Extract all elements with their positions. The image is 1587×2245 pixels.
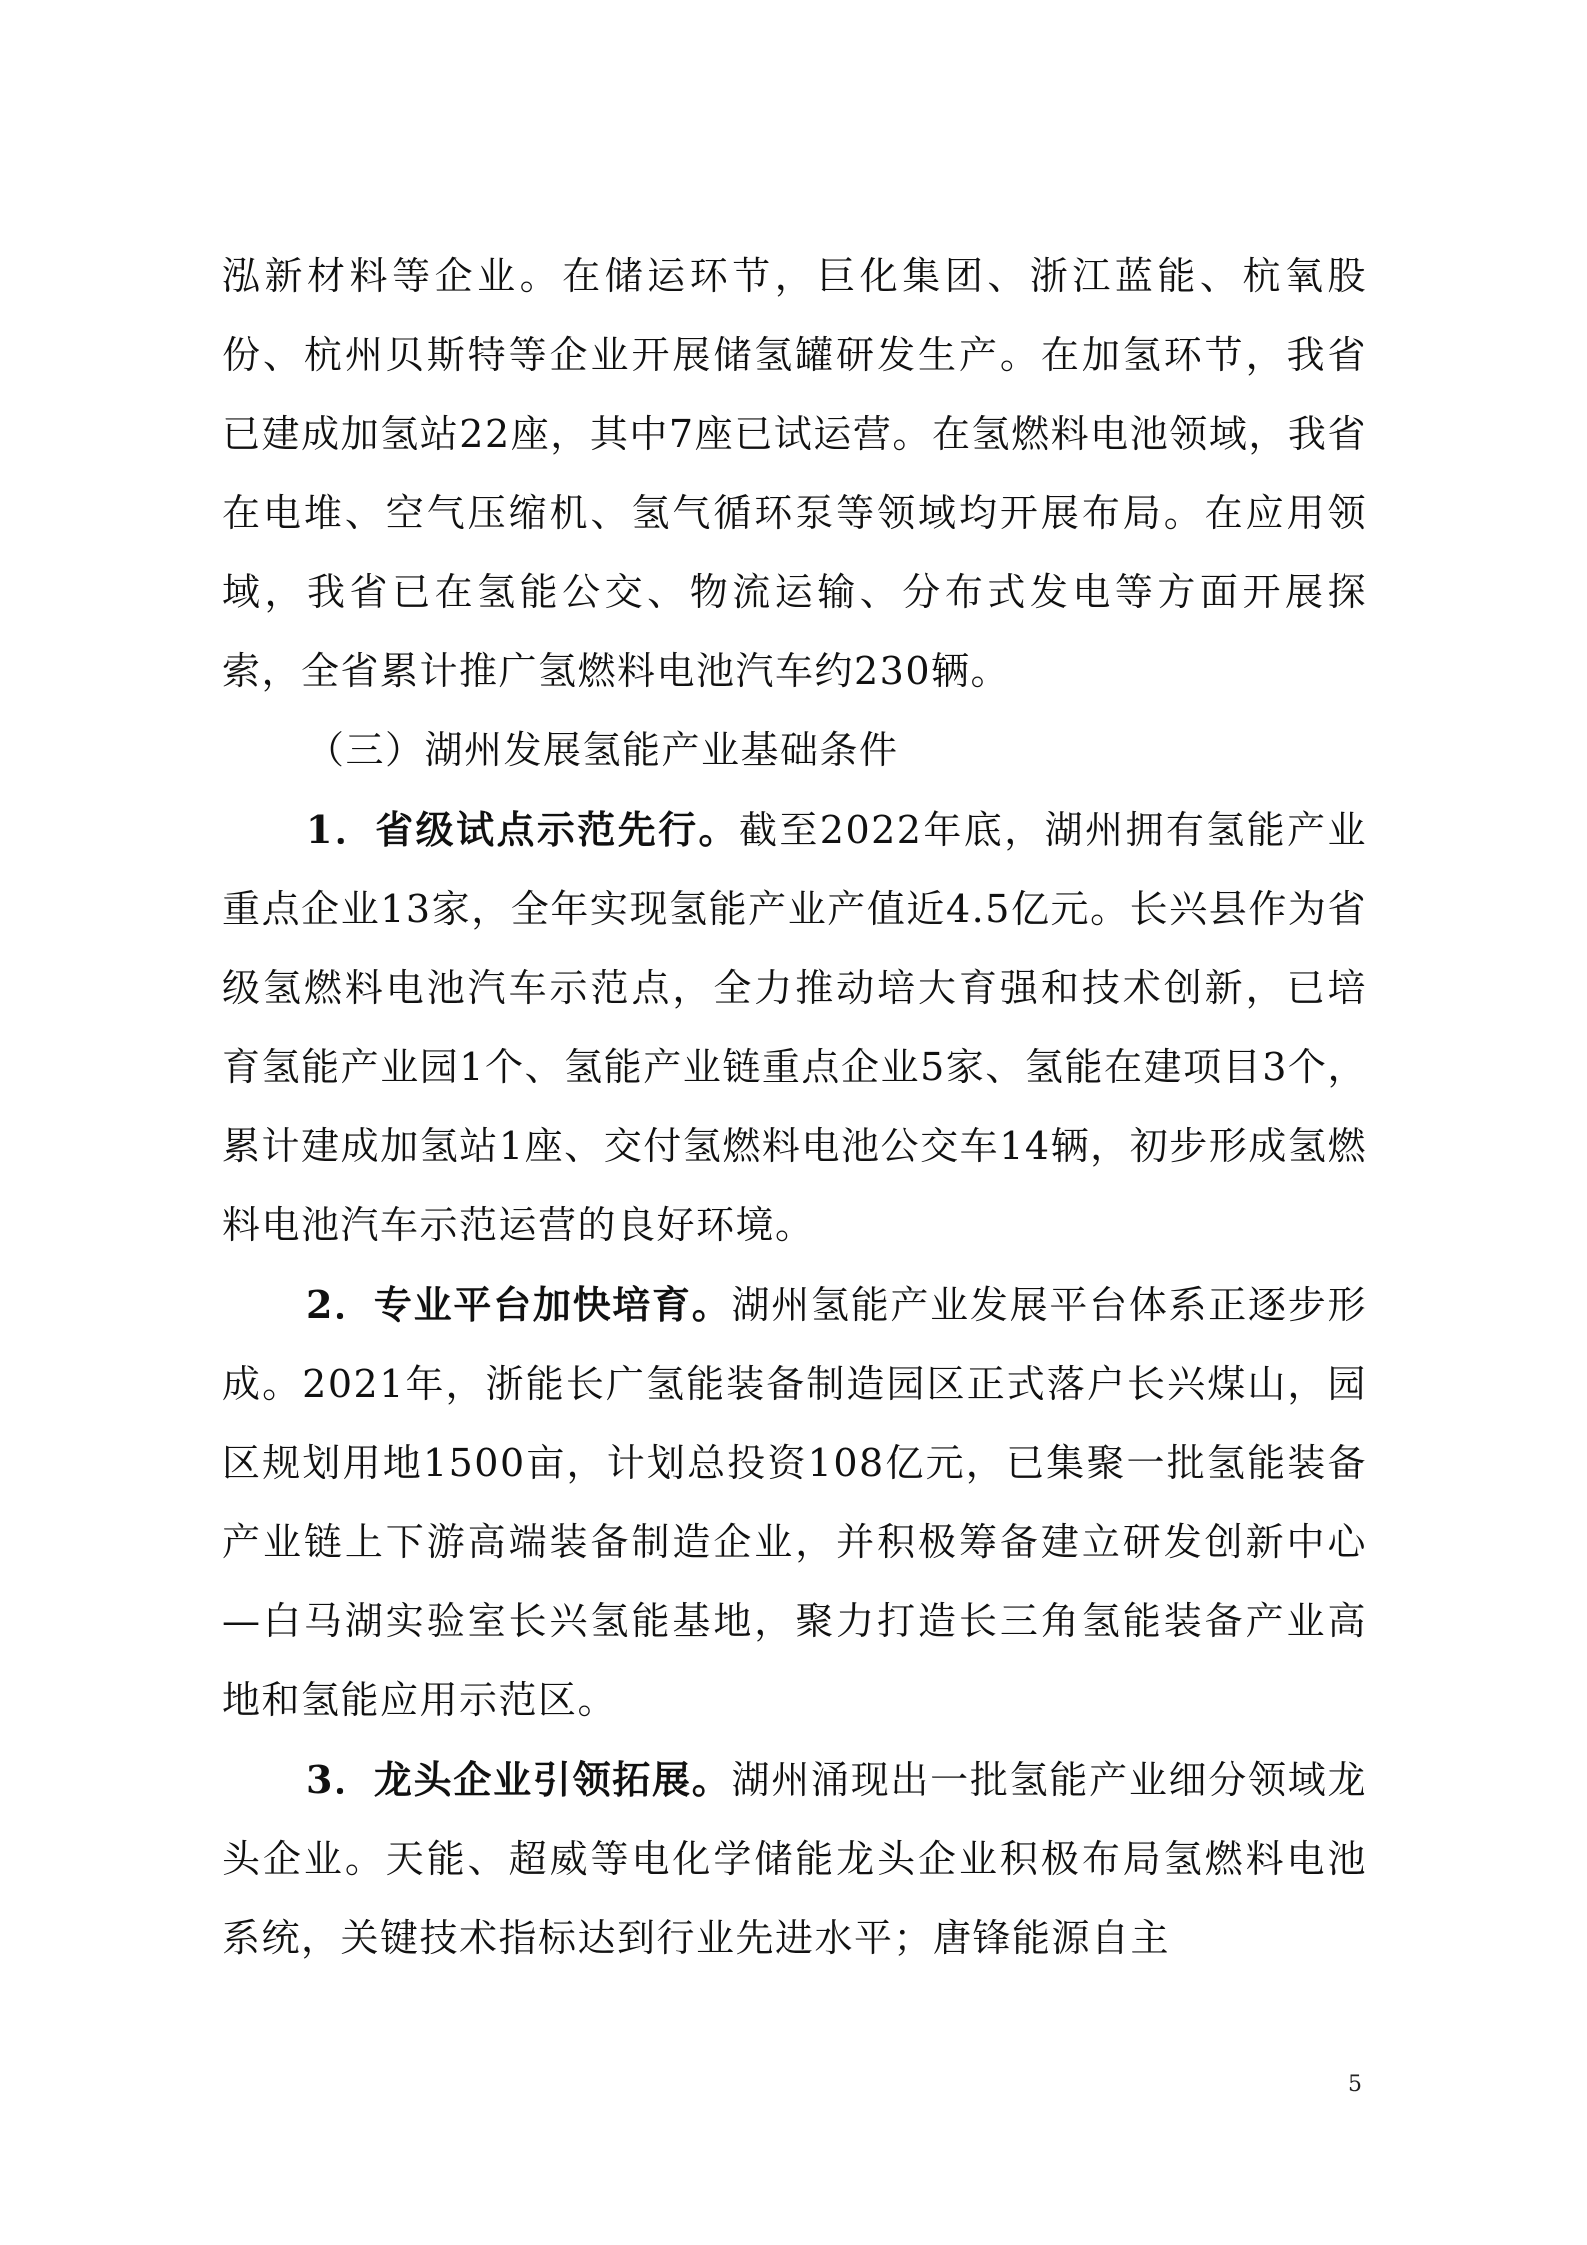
paragraph-lead-platform: 2．专业平台加快培育。 bbox=[306, 1282, 732, 1327]
paragraph-body-pilot: 截至2022年底，湖州拥有氢能产业重点企业13家，全年实现氢能产业产值近4.5亿元。长兴县作为省级氢燃料电池汽车示范点，全力推动培大育强和技术创新，已培育氢能产业园1个、氢能产业链重点企业5家、氢能在建项目3个，累计建成加氢站1座、交付氢燃料电池公交车14辆，初步形成氢燃料电池汽车示范运营的良好环境。 bbox=[222, 808, 1367, 1247]
paragraph-leading-enterprises bbox=[222, 1740, 1367, 1978]
paragraph-platform-cultivation bbox=[222, 1265, 1367, 1740]
paragraph-body-enterprises: 湖州涌现出一批氢能产业细分领域龙头企业。天能、超威等电化学储能龙头企业积极布局氢燃料电池系统，关键技术指标达到行业先进水平；唐锋能源自主 bbox=[222, 1758, 1367, 1960]
paragraph-provincial-industry-chain: 泓新材料等企业。在储运环节，巨化集团、浙江蓝能、杭氧股份、杭州贝斯特等企业开展储氢罐研发生产。在加氢环节，我省已建成加氢站22座，其中7座已试运营。在氢燃料电池领域，我省在电堆、空气压缩机、氢气循环泵等领域均开展布局。在应用领域，我省已在氢能公交、物流运输、分布式发电等方面开展探索，全省累计推广氢燃料电池汽车约230辆。 bbox=[222, 254, 1367, 693]
paragraph-body-platform: 湖州氢能产业发展平台体系正逐步形成。2021年，浙能长广氢能装备制造园区正式落户长兴煤山，园区规划用地1500亩，计划总投资108亿元，已集聚一批氢能装备产业链上下游高端装备制造企业，并积极筹备建立研发创新中心—白马湖实验室长兴氢能基地，聚力打造长三角氢能装备产业高地和氢能应用示范区。 bbox=[222, 1283, 1367, 1722]
paragraph-lead-enterprises: 3．龙头企业引领拓展。 bbox=[306, 1757, 732, 1802]
section-heading-huzhou-foundation: （三）湖州发展氢能产业基础条件 bbox=[306, 728, 899, 772]
paragraph-lead-pilot: 1．省级试点示范先行。 bbox=[306, 807, 739, 852]
page-number: 5 bbox=[1348, 2072, 1362, 2097]
paragraph-provincial-pilot bbox=[222, 790, 1367, 1265]
document-body bbox=[222, 237, 1367, 1978]
